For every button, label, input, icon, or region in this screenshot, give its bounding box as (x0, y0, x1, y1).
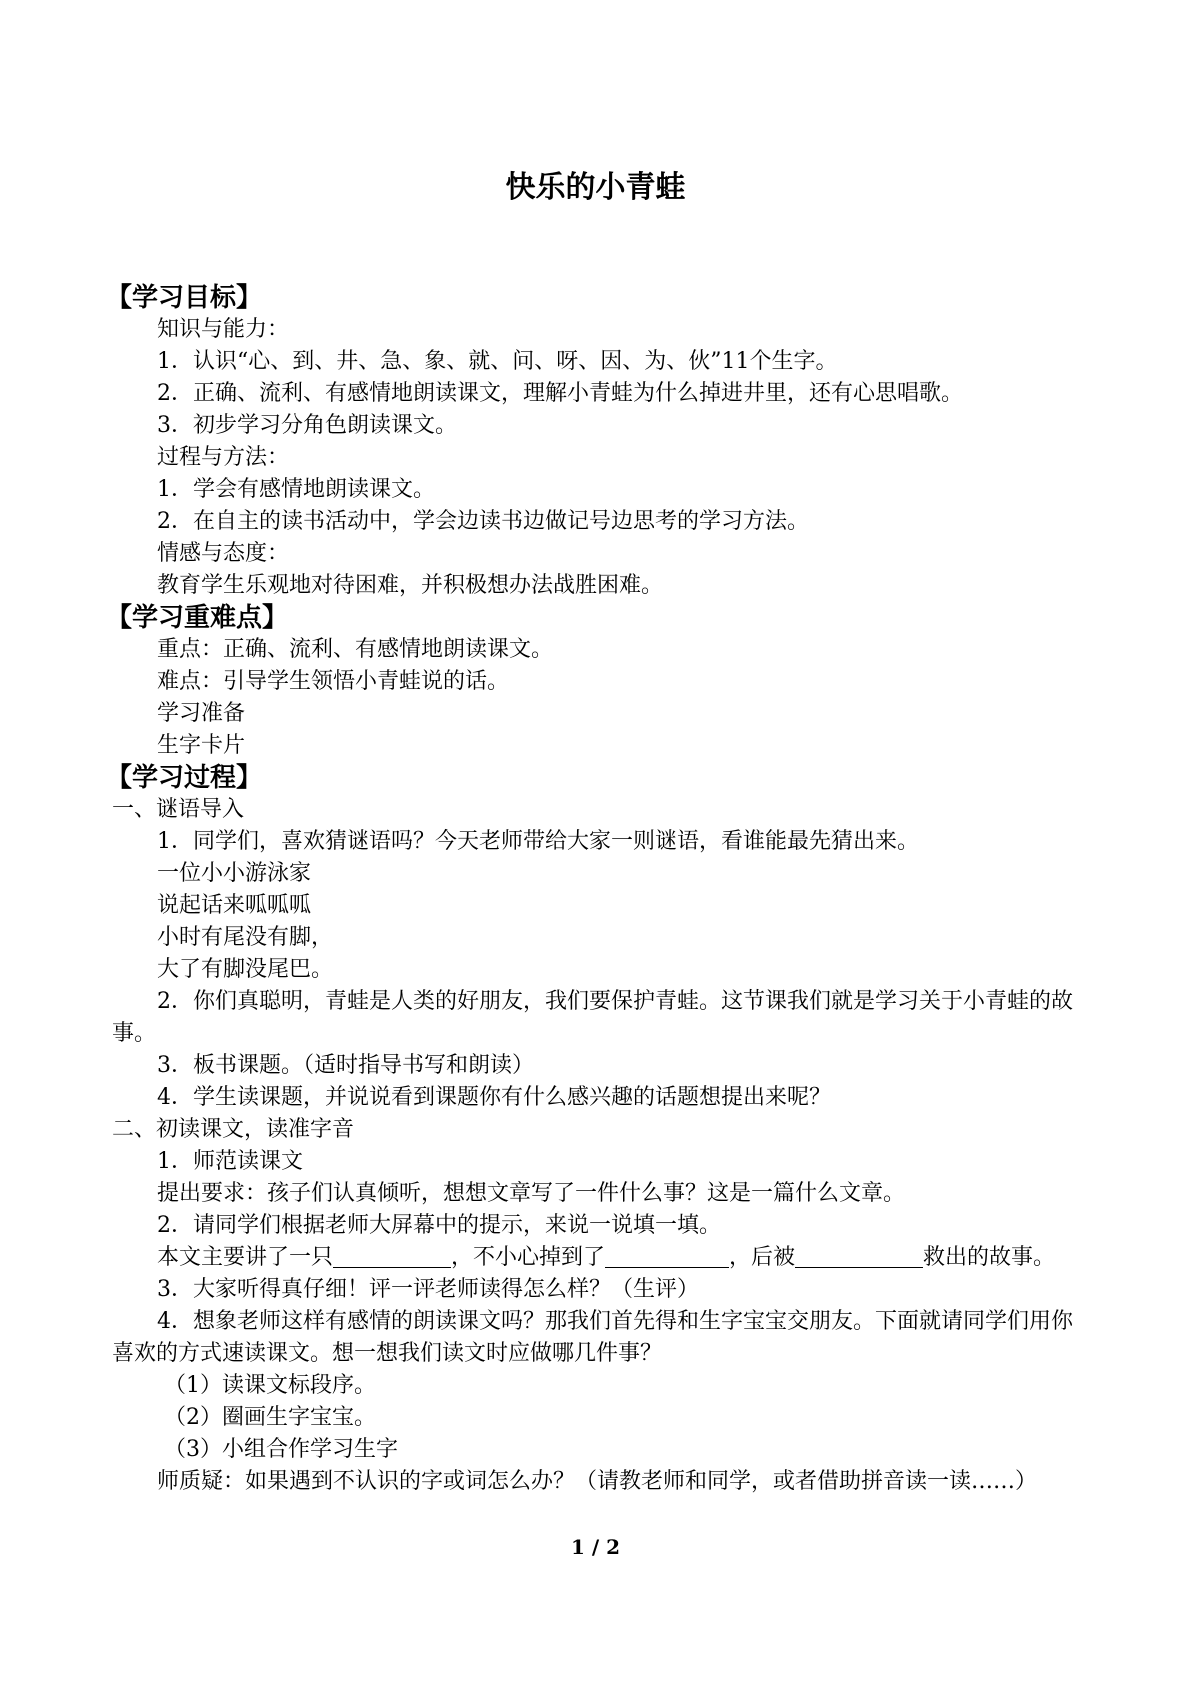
paragraph: 4．学生读课题，并说说看到课题你有什么感兴趣的话题想提出来呢？ (157, 1085, 831, 1110)
emotion-label: 情感与态度： (157, 541, 290, 566)
riddle-line: 大了有脚没尾巴。 (157, 957, 334, 982)
fill-text: ，后被 (729, 1245, 796, 1270)
paragraph: 1．师范读课文 (157, 1149, 303, 1174)
fill-in-sentence (112, 1242, 1092, 1274)
fill-blank[interactable] (605, 1245, 729, 1268)
paragraph: 3．大家听得真仔细！评一评老师读得怎么样？（生评） (157, 1277, 699, 1302)
key-point: 重点：正确、流利、有感情地朗读课文。 (157, 637, 554, 662)
fill-text: 救出的故事。 (923, 1245, 1056, 1270)
fill-blank[interactable] (795, 1245, 923, 1268)
goal-item: 2．在自主的读书活动中，学会边读书边做记号边思考的学习方法。 (157, 509, 809, 534)
section-heading-key-points: 【学习重难点】 (106, 603, 289, 633)
goal-item: 3．初步学习分角色朗读课文。 (157, 413, 457, 438)
paragraph: 2．你们真聪明，青蛙是人类的好朋友，我们要保护青蛙。这节课我们就是学习关于小青蛙的故事。 (112, 989, 1074, 1046)
paragraph: 1．同学们，喜欢猜谜语吗？今天老师带给大家一则谜语，看谁能最先猜出来。 (157, 829, 919, 854)
process-label: 过程与方法： (157, 445, 290, 470)
section-heading-goals: 【学习目标】 (106, 283, 263, 313)
document-body (106, 282, 1092, 1498)
step-item: （3）小组合作学习生字 (164, 1437, 398, 1462)
fill-text: ，不小心掉到了 (451, 1245, 606, 1270)
part-heading: 一、谜语导入 (112, 797, 245, 822)
paragraph: 提出要求：孩子们认真倾听，想想文章写了一件什么事？这是一篇什么文章。 (157, 1181, 906, 1206)
difficult-point: 难点：引导学生领悟小青蛙说的话。 (157, 669, 510, 694)
step-item: （2）圈画生字宝宝。 (164, 1405, 376, 1430)
goal-item: 1．学会有感情地朗读课文。 (157, 477, 435, 502)
step-item: （1）读课文标段序。 (164, 1373, 376, 1398)
part-heading: 二、初读课文，读准字音 (112, 1117, 355, 1142)
riddle-line: 说起话来呱呱呱 (157, 893, 312, 918)
knowledge-label: 知识与能力： (157, 317, 290, 342)
fill-blank[interactable] (333, 1245, 451, 1268)
page-number: 1 / 2 (570, 1535, 621, 1559)
goal-item: 教育学生乐观地对待困难，并积极想办法战胜困难。 (157, 573, 664, 598)
riddle-line: 一位小小游泳家 (157, 861, 312, 886)
fill-text: 本文主要讲了一只 (157, 1245, 334, 1270)
prep-label: 学习准备 (157, 701, 246, 726)
riddle-line: 小时有尾没有脚， (157, 925, 334, 950)
goal-item: 2．正确、流利、有感情地朗读课文，理解小青蛙为什么掉进井里，还有心思唱歌。 (157, 381, 963, 406)
prep-item: 生字卡片 (157, 733, 246, 758)
paragraph: 2．请同学们根据老师大屏幕中的提示，来说一说填一填。 (157, 1213, 721, 1238)
section-heading-process: 【学习过程】 (106, 763, 263, 793)
document-title: 快乐的小青蛙 (505, 170, 686, 205)
paragraph: 4．想象老师这样有感情的朗读课文吗？那我们首先得和生字宝宝交朋友。下面就请同学们用你喜欢的方式速读课文。想一想我们读文时应做哪几件事？ (112, 1309, 1074, 1366)
goal-item: 1．认识“心、到、井、急、象、就、问、呀、因、为、伙”11个生字。 (157, 349, 838, 374)
paragraph: 3．板书课题。（适时指导书写和朗读） (157, 1053, 534, 1078)
paragraph: 师质疑：如果遇到不认识的字或词怎么办？（请教老师和同学，或者借助拼音读一读……） (157, 1469, 1038, 1494)
